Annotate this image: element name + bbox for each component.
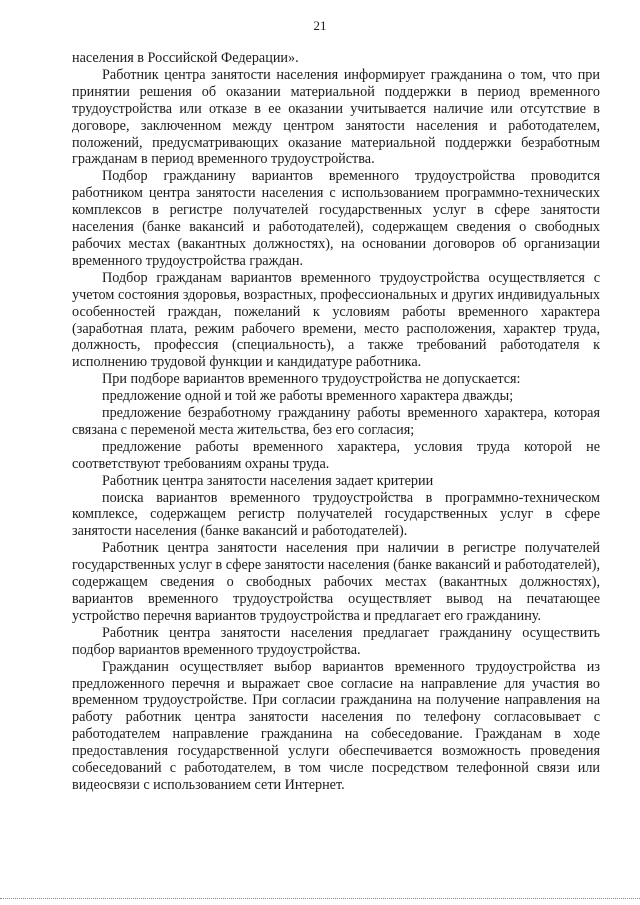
document-body (72, 50, 600, 794)
paragraph: населения в Российской Федерации». (72, 50, 299, 66)
paragraph: Работник центра занятости населения предлагает гражданину осуществить подбор вариантов временного трудоустройства. (72, 624, 600, 658)
paragraph: предложение работы временного характера, условия труда которой не соответствуют требованиям охраны труда. (72, 438, 600, 472)
page-bottom-divider (0, 898, 640, 899)
paragraph: Подбор гражданину вариантов временного трудоустройства проводится работником центра занятости населения с использованием программно-технических комплексов в регистре получателей государственных услуг в сфере занятости населения (банке вакансий и работодателей), содержащем сведения о свободных рабочих местах (вакантных должностях), на основании договоров об организации временного трудоустройства граждан. (72, 168, 600, 269)
paragraph: Работник центра занятости населения при наличии в регистре получателей государственных услуг в сфере занятости населения (банке вакансий и работодателей), содержащем сведения о свободных рабочих местах (вакантных должностях), вариантов временного трудоустройства осуществляет вывод на печатающее устройство перечня вариантов трудоустройства и предлагает его гражданину. (72, 540, 600, 624)
paragraph: предложение одной и той же работы временного характера дважды; (102, 388, 514, 405)
page-number: 21 (313, 18, 327, 33)
paragraph: При подборе вариантов временного трудоустройства не допускается: (102, 371, 521, 388)
paragraph: предложение безработному гражданину работы временного характера, которая связана с переменой места жительства, без его согласия; (72, 405, 600, 438)
paragraph: поиска вариантов временного трудоустройства в программно-техническом комплексе, содержащем регистр получателей государственных услуг в сфере занятости населения (банке вакансий и работодателей). (72, 489, 600, 540)
paragraph: Подбор гражданам вариантов временного трудоустройства осуществляется с учетом состояния здоровья, возрастных, профессиональных и других индивидуальных особенностей граждан, пожеланий к условиям работы временного характера (заработная плата, режим рабочего времени, место расположения, характер труда, должность, профессия (специальность), а также требований работодателя к исполнению трудовой функции и кандидатуре работника. (72, 269, 600, 371)
paragraph: Работник центра занятости населения информирует гражданина о том, что при принятии решения об оказании материальной поддержки в период временного трудоустройства или отказе в ее оказании учитывается наличие или отсутствие в договоре, заключенном между центром занятости населения и работодателем, положений, предусматривающих оказание материальной поддержки безработным гражданам в период временного трудоустройства. (72, 66, 600, 168)
paragraph: Гражданин осуществляет выбор вариантов временного трудоустройства из предложенного перечня и выражает свое согласие на направление для участия во временном трудоустройстве. При согласии гражданина на получение направления на работу работник центра занятости населения по телефону согласовывает с работодателем направление гражданина на собеседование. Гражданам в ходе предоставления государственной услуги обеспечивается возможность проведения собеседований с работодателем, в том числе посредством телефонной связи или видеосвязи с использованием сети Интернет. (72, 658, 600, 793)
paragraph: Работник центра занятости населения задает критерии (102, 472, 434, 489)
